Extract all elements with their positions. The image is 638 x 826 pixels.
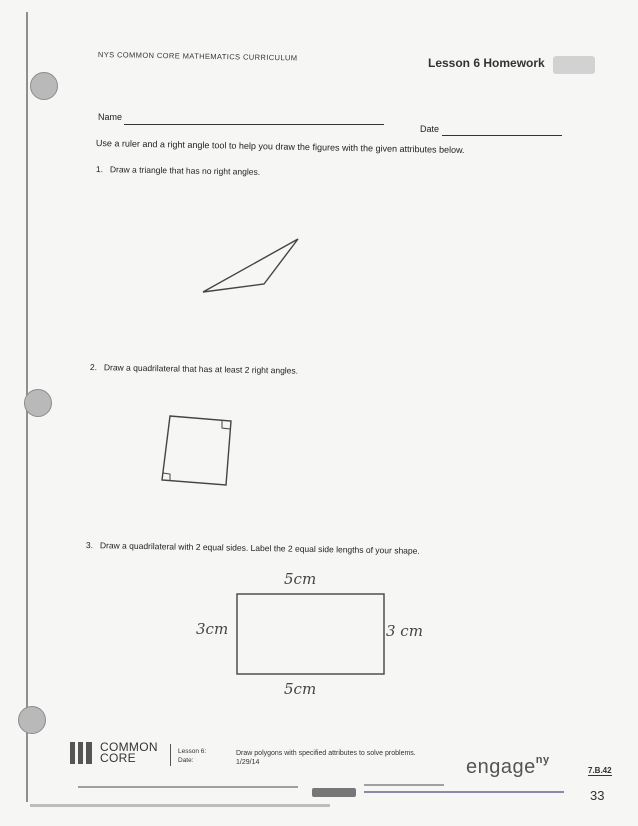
engageny-logo xyxy=(466,756,550,779)
square-right-angle-mark-1 xyxy=(222,421,230,429)
handwritten-right-length: 3 cm xyxy=(386,622,423,640)
handwritten-left-length: 3cm xyxy=(196,620,229,638)
common-core-logo-text xyxy=(100,742,158,764)
engage-text: engage xyxy=(466,756,536,778)
logo-line-2: CORE xyxy=(100,751,136,765)
square-drawing xyxy=(162,416,231,485)
curriculum-header: NYS COMMON CORE MATHEMATICS CURRICULUM xyxy=(97,50,298,63)
problem-1-number: 1. xyxy=(95,164,104,175)
page-bottom-shadow xyxy=(30,804,330,807)
problem-2-number: 2. xyxy=(89,362,98,373)
logo-line-1: COMMON xyxy=(100,740,158,754)
problem-1-text: Draw a triangle that has no right angles. xyxy=(109,164,261,177)
triangle-drawing xyxy=(203,239,298,292)
rectangle-drawing xyxy=(237,594,384,674)
footer-lesson-labels xyxy=(178,747,206,765)
footer-lesson-code: 7.B.42 xyxy=(588,766,612,775)
problem-3-text: Draw a quadrilateral with 2 equal sides. Label the 2 equal side lengths of your shape. xyxy=(99,540,420,556)
engage-sup: ny xyxy=(535,754,550,767)
name-label: Name xyxy=(98,112,123,122)
lesson-title: Lesson 6 Homework xyxy=(428,56,545,70)
problem-3-number: 3. xyxy=(85,540,94,551)
creative-commons-badge xyxy=(312,788,356,797)
footer-date-value: 1/29/14 xyxy=(236,759,260,766)
page-number: 33 xyxy=(590,788,605,803)
instruction-text: Use a ruler and a right angle tool to help you draw the figures with the given attributes below. xyxy=(95,138,465,156)
footer-date-label: Date: xyxy=(178,757,194,764)
common-core-logo-mark xyxy=(70,742,96,764)
copyright-fineprint xyxy=(78,785,298,791)
footer-lesson-label: Lesson 6: xyxy=(178,748,207,755)
problem-2-text: Draw a quadrilateral that has at least 2 right angles. xyxy=(103,362,299,376)
license-fineprint xyxy=(364,783,564,799)
footer-description xyxy=(236,749,416,767)
handwritten-bottom-length: 5cm xyxy=(284,680,317,698)
handwritten-top-length: 5cm xyxy=(284,570,317,588)
footer-divider xyxy=(170,744,171,766)
footer-description-text: Draw polygons with specified attributes to solve problems. xyxy=(236,750,416,757)
date-label: Date xyxy=(420,124,440,134)
